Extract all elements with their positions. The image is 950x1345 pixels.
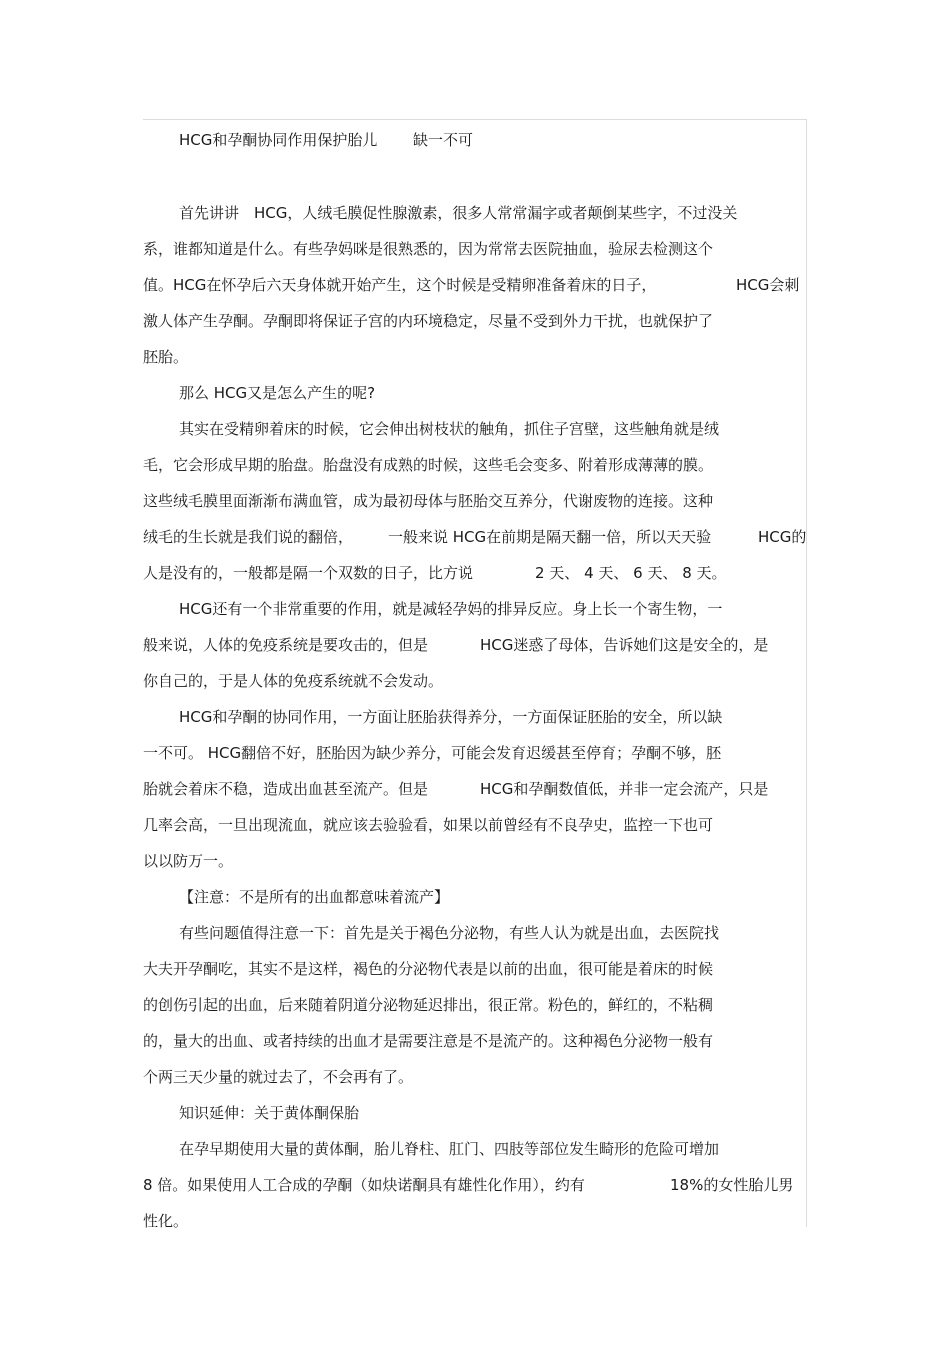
paragraph-line <box>0 1173 950 1197</box>
text-segment: 般来说，人体的免疫系统是要攻击的，但是 <box>143 636 429 654</box>
text-segment: HCG还有一个非常重要的作用，就是减轻孕妈的排异反应。身上长一个寄生物，一 <box>179 600 723 618</box>
text-segment: 性化。 <box>143 1212 189 1230</box>
text-segment: 人是没有的，一般都是隔一个双数的日子，比方说 <box>143 564 474 582</box>
text-segment: HCG和孕酮的协同作用，一方面让胚胎获得养分，一方面保证胚胎的安全，所以缺 <box>179 708 723 726</box>
text-segment: 2 天、 4 天、 6 天、 8 天。 <box>535 564 727 582</box>
paragraph-line <box>0 1029 950 1053</box>
text-segment: 激人体产生孕酮。孕酮即将保证子宫的内环境稳定，尽量不受到外力干扰，也就保护了 <box>143 312 714 330</box>
paragraph-line <box>0 597 950 621</box>
text-segment: 这些绒毛膜里面渐渐布满血管，成为最初母体与胚胎交互养分，代谢废物的连接。这种 <box>143 492 714 510</box>
text-segment: HCG会刺 <box>736 276 800 294</box>
text-segment: 几率会高，一旦出现流血，就应该去验验看，如果以前曾经有不良孕史，监控一下也可 <box>143 816 714 834</box>
text-segment: 首先讲讲 <box>179 204 240 222</box>
section-question <box>0 381 950 405</box>
paragraph-line <box>0 1209 950 1233</box>
text-segment: 大夫开孕酮吃，其实不是这样，褐色的分泌物代表是以前的出血，很可能是着床的时候 <box>143 960 714 978</box>
text-segment: 在孕早期使用大量的黄体酮，胎儿脊柱、肛门、四肢等部位发生畸形的危险可增加 <box>179 1140 720 1158</box>
paragraph-line <box>0 417 950 441</box>
text-segment: HCG，人绒毛膜促性腺激素，很多人常常漏字或者颠倒某些字，不过没关 <box>254 204 738 222</box>
text-segment: 8 倍。如果使用人工合成的孕酮（如炔诺酮具有雄性化作用），约有 <box>143 1176 585 1194</box>
paragraph-line <box>0 561 950 585</box>
text-segment: 毛，它会形成早期的胎盘。胎盘没有成熟的时候，这些毛会变多、附着形成薄薄的膜。 <box>143 456 714 474</box>
text-segment: 的，量大的出血、或者持续的出血才是需要注意是不是流产的。这种褐色分泌物一般有 <box>143 1032 714 1050</box>
text-segment: 的创伤引起的出血，后来随着阴道分泌物延迟排出，很正常。粉色的，鲜红的，不粘稠 <box>143 996 714 1014</box>
paragraph-line <box>0 669 950 693</box>
paragraph-line <box>0 525 950 549</box>
text-segment: HCG的 <box>758 528 807 546</box>
text-segment: 胚胎。 <box>143 348 189 366</box>
text-segment: 值。HCG在怀孕后六天身体就开始产生，这个时候是受精卵准备着床的日子， <box>143 276 657 294</box>
text-segment: 有些问题值得注意一下：首先是关于褐色分泌物，有些人认为就是出血，去医院找 <box>179 924 720 942</box>
text-segment: 【注意：不是所有的出血都意味着流产】 <box>179 888 450 906</box>
text-segment: 一不可。 HCG翻倍不好，胚胎因为缺少养分，可能会发育迟缓甚至停育；孕酮不够，胚 <box>143 744 722 762</box>
paragraph-line <box>0 345 950 369</box>
text-segment: 你自己的，于是人体的免疫系统就不会发动。 <box>143 672 444 690</box>
paragraph-line <box>0 705 950 729</box>
text-segment: 18%的女性胎儿男 <box>670 1176 794 1194</box>
paragraph-line <box>0 1065 950 1089</box>
paragraph-line <box>0 273 950 297</box>
paragraph-line <box>0 849 950 873</box>
text-segment: 那么 HCG又是怎么产生的呢? <box>179 384 376 402</box>
text-segment: 系，谁都知道是什么。有些孕妈咪是很熟悉的，因为常常去医院抽血，验尿去检测这个 <box>143 240 714 258</box>
paragraph-line <box>0 921 950 945</box>
text-segment: HCG和孕酮数值低，并非一定会流产，只是 <box>480 780 769 798</box>
paragraph-line <box>0 201 950 225</box>
paragraph-line <box>0 957 950 981</box>
paragraph-line <box>0 741 950 765</box>
text-segment: HCG和孕酮协同作用保护胎儿 <box>179 131 378 149</box>
text-segment: 一般来说 HCG在前期是隔天翻一倍，所以天天验 <box>388 528 712 546</box>
text-segment: 以以防万一。 <box>143 852 234 870</box>
paragraph-line <box>0 309 950 333</box>
paragraph-line <box>0 813 950 837</box>
text-segment: HCG迷惑了母体，告诉她们这是安全的，是 <box>480 636 769 654</box>
paragraph-line <box>0 1137 950 1161</box>
paragraph-line <box>0 237 950 261</box>
document-title <box>0 128 950 152</box>
extension-heading <box>0 1101 950 1125</box>
text-segment: 其实在受精卵着床的时候，它会伸出树枝状的触角，抓住子宫壁，这些触角就是绒 <box>179 420 720 438</box>
text-segment: 知识延伸：关于黄体酮保胎 <box>179 1104 360 1122</box>
paragraph-line <box>0 633 950 657</box>
paragraph-line <box>0 993 950 1017</box>
paragraph-line <box>0 777 950 801</box>
notice-heading <box>0 885 950 909</box>
text-segment: 缺一不可 <box>413 131 474 149</box>
paragraph-line <box>0 489 950 513</box>
text-segment: 个两三天少量的就过去了，不会再有了。 <box>143 1068 414 1086</box>
paragraph-line <box>0 453 950 477</box>
text-segment: 胎就会着床不稳，造成出血甚至流产。但是 <box>143 780 429 798</box>
text-segment: 绒毛的生长就是我们说的翻倍， <box>143 528 354 546</box>
